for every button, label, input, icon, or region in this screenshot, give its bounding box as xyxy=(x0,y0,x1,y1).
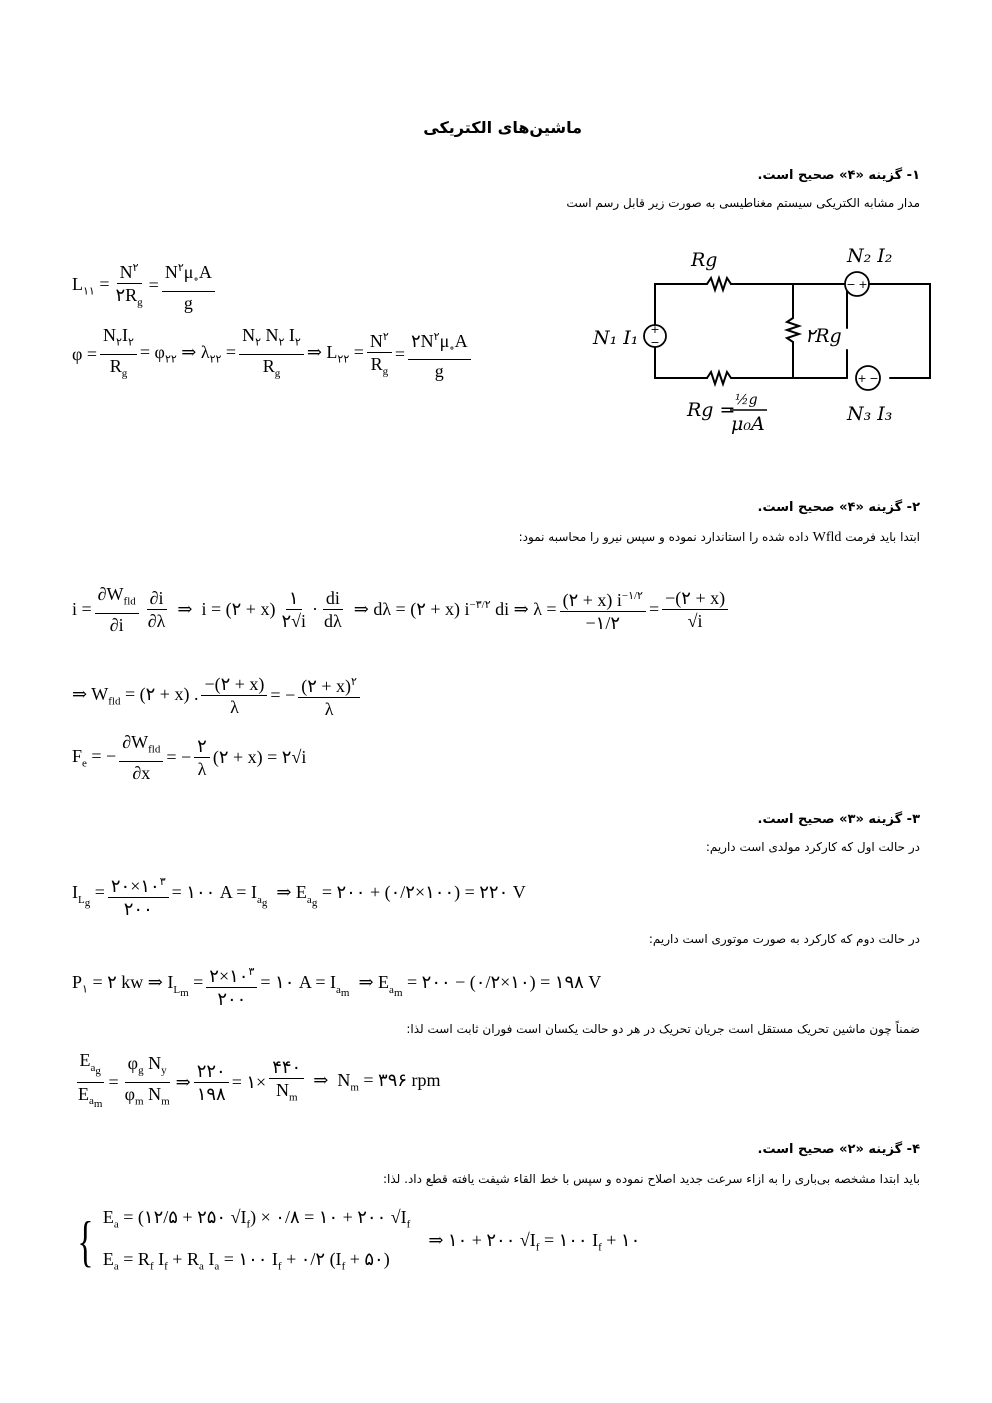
circuit-label-rg-mid: ۲Rg xyxy=(805,325,842,347)
q1-heading: ۱- گزینه «۴» صحیح است. xyxy=(757,168,920,183)
circuit-label-n3i3: N₃ I₃ xyxy=(847,403,893,425)
q3-eq-generator: $I_{L_g}$ = $\frac{۲۰\times ۱۰^۳}{۲۰۰}$ = ۱۰۰ $A = I_{a_g}$ ⇒ $E_{a_g}$ = ۲۰۰ + (۰/۲×۱۰۰) = ۲۲۰ V xyxy=(72,872,526,919)
svg-text:−: − xyxy=(650,336,660,349)
svg-text:+: + xyxy=(858,278,868,291)
q3-eq-motor: $P_۱$ = ۲ kw ⇒ $I_{L_m}$ = $\frac{۲\times ۱۰^۳}{۲۰۰}$ = ۱۰ $A = I_{a_m}$ ⇒ $E_{a_m}$ = ۲۰۰ − (۰/۲×۱۰) = ۱۹۸ V xyxy=(72,962,601,1009)
q4-eq-system: { $E_a$ = (۱۲/۵ + ۲۵۰ $√I_f$) × ۰/۸ = ۱۰ + ۲۰۰ $√I_f$ $E_a = R_f$ $I_f + R_a$ $I_a$ = ۱۰۰ $I_f$ + ۰/۲ ($I_f$ + ۵۰) ⇒ ۱۰ + ۲۰۰ $√I_f$ = ۱۰۰ $I_f$ + ۱۰ xyxy=(77,1207,641,1273)
q2-text-a: ابتدا باید فرمت xyxy=(845,530,920,544)
circuit-label-rg-bottom: Rg = xyxy=(687,399,736,421)
q3-eq-speed: $\frac{E_{a_g}}{E_{a_m}}$ = $\frac{\varphi_g N_y}{\varphi_m N_m}$ ⇒ $\frac{۲۲۰}{۱۹۸}$ = ۱× $\frac{۴۴۰}{N_m}$ ⇒ $N_m$ = ۳۹۶ rpm xyxy=(78,1050,441,1111)
svg-text:+: + xyxy=(650,323,660,336)
q3-text-1: در حالت اول که کارکرد مولدی است داریم: xyxy=(705,840,920,854)
q3-text-2: در حالت دوم که کارکرد به صورت موتوری است داریم: xyxy=(648,932,920,946)
q1-eq-L11: $L_{۱۱}$ = $\frac{N^۲}{۲R_g}$ = $\frac{N^۲\mu_\circ A}{g}$ xyxy=(72,258,218,313)
q2-heading: ۲- گزینه «۴» صحیح است. xyxy=(757,500,920,515)
q2-text xyxy=(160,530,920,546)
magnetic-circuit-diagram xyxy=(585,238,965,448)
q1-eq-L22: φ = $\frac{N_۲I_۲}{R_g}$ = $\varphi_{۲۲}$ ⇒ $\lambda_{۲۲}$ = $\frac{N_۲ N_۲ I_۲}{R_g}$ ⇒ $L_{۲۲}$ = $\frac{N^۲}{R_g}$ = $\frac{۲N^۲\mu_\circ A}{g}$ xyxy=(72,325,474,383)
circuit-label-n2i2: N₂ I₂ xyxy=(847,245,893,267)
q1-text: مدار مشابه الکتریکی سیستم مغناطیسی به صورت زیر قابل رسم است xyxy=(566,196,920,210)
q3-heading: ۳- گزینه «۳» صحیح است. xyxy=(757,812,920,827)
q2-text-w: Wfld xyxy=(812,530,842,545)
q3-text-3: ضمناً چون ماشین تحریک مستقل است جریان تحریک در هر دو حالت یکسان است فوران ثابت است لذا: xyxy=(406,1022,920,1036)
svg-text:−: − xyxy=(846,278,856,291)
q4-heading: ۴- گزینه «۲» صحیح است. xyxy=(757,1142,920,1157)
circuit-label-rg-den: μ₀A xyxy=(731,413,765,435)
q2-eq-wfld: ⇒ $W_{fld}$ = (۲ + x) . $\frac{-(۲ + x)}{\lambda}$ = − $\frac{(۲ + x)^۲}{\lambda}$ xyxy=(72,672,363,719)
circuit-label-rg-num: ½g xyxy=(735,392,758,408)
q2-text-b: داده شده را استاندارد نموده و سپس نیرو را محاسبه نمود: xyxy=(518,530,809,544)
svg-text:+: + xyxy=(857,372,867,385)
circuit-label-n1i1: N₁ I₁ xyxy=(593,327,639,349)
q4-text: باید ابتدا مشخصه بی‌باری را به ازاء سرعت جدید اصلاح نموده و سپس با خط القاء شیفت یافته قطع داد. لذا: xyxy=(383,1172,920,1186)
q2-eq-i: i = $\frac{\partial W_{fld}}{\partial i}$ $\frac{\partial i}{\partial\lambda}$ ⇒ i = (۲ + x) $\frac{۱}{۲√i}$ · $\frac{di}{d\lambda}$ ⇒ dλ = (۲ + x) $i^{-۳/۲}$ di ⇒ λ = $\frac{(۲ + x) i^{-۱/۲}}{-۱/۲}$ = $\frac{-(۲ + x)}{√i}$ xyxy=(72,584,731,635)
circuit-label-rg-top: Rg xyxy=(691,249,718,271)
page-title: ماشین‌های الکتریکی xyxy=(423,118,582,137)
q2-eq-fe: $F_e$ = − $\frac{\partial W_{fld}}{\partial x}$ = − $\frac{۲}{\lambda}$ (۲ + x) = ۲√i xyxy=(72,732,307,783)
svg-text:−: − xyxy=(869,372,879,385)
